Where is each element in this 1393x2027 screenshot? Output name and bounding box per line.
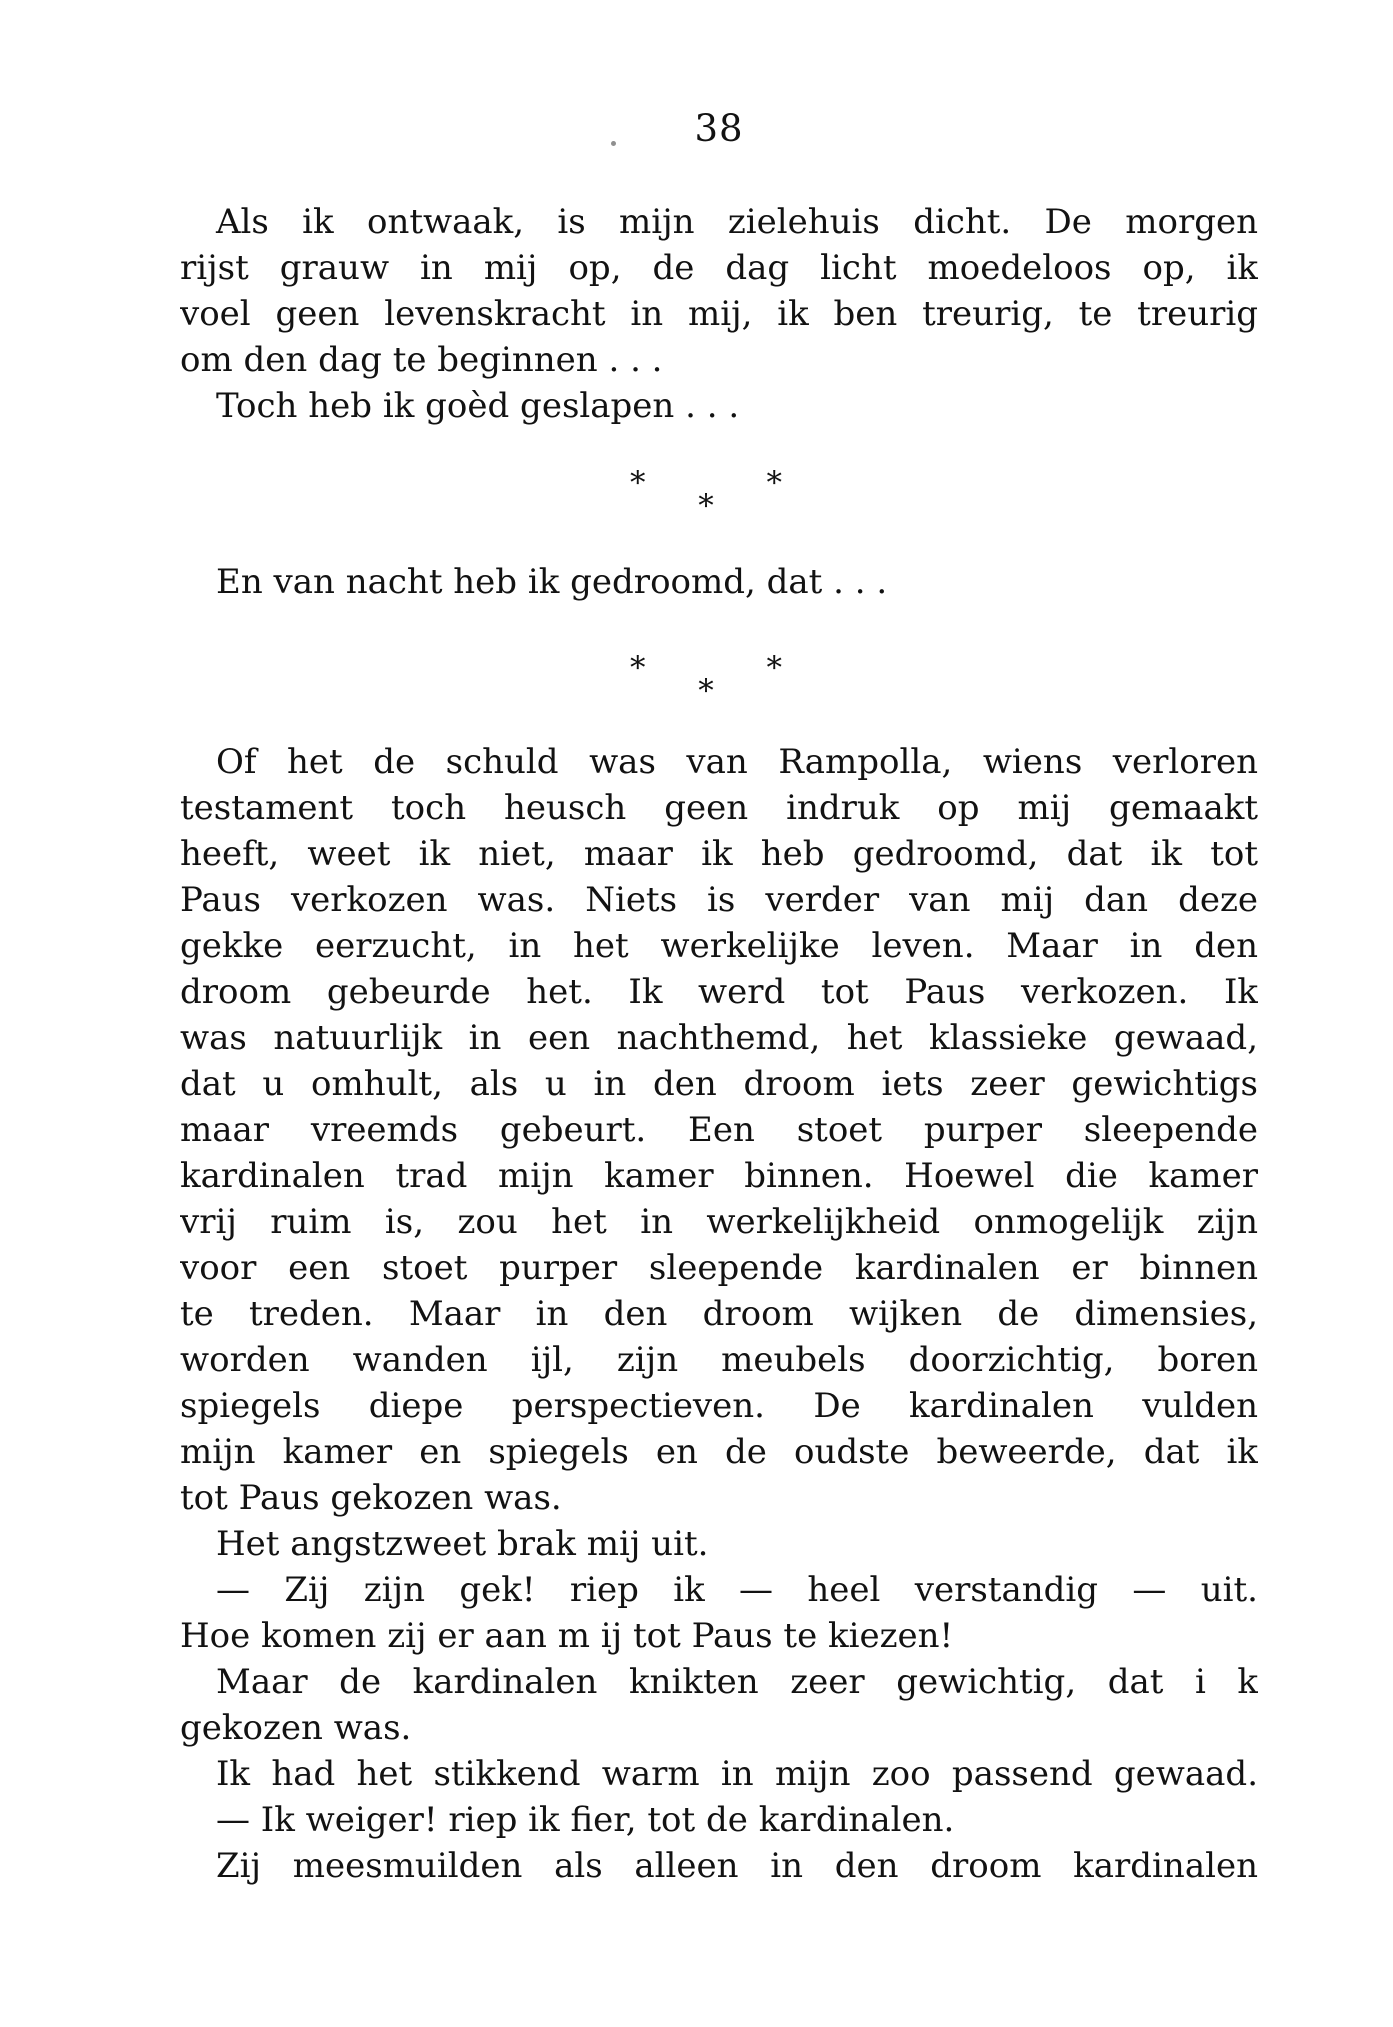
text-line: Als ik ontwaak, is mijn zielehuis dicht. De morgen xyxy=(216,202,1258,242)
text-line: dat u omhult, als u in den droom iets zeer gewichtigs xyxy=(180,1064,1258,1104)
asterisk-icon: * xyxy=(698,673,714,709)
text-line: kardinalen trad mijn kamer binnen. Hoewel die kamer xyxy=(180,1156,1258,1196)
text-line: heeft, weet ik niet, maar ik heb gedroomd, dat ik tot xyxy=(180,834,1258,874)
text-line: Hoe komen zij er aan m ij tot Paus te kiezen! xyxy=(180,1616,954,1656)
paragraph-intro xyxy=(180,199,1258,429)
asterisk-icon: * xyxy=(630,465,646,501)
text-line: mijn kamer en spiegels en de oudste beweerde, dat ik xyxy=(180,1432,1258,1472)
text-line: droom gebeurde het. Ik werd tot Paus verkozen. Ik xyxy=(180,972,1258,1012)
text-line: spiegels diepe perspectieven. De kardinalen vulden xyxy=(180,1386,1258,1426)
text-line: Of het de schuld was van Rampolla, wiens verloren xyxy=(216,742,1258,782)
text-line: gekozen was. xyxy=(180,1708,412,1748)
text-line: om den dag te beginnen . . . xyxy=(180,340,663,380)
text-line: rijst grauw in mij op, de dag licht moedeloos op, ik xyxy=(180,248,1258,288)
text-line: Ik had het stikkend warm in mijn zoo passend gewaad. xyxy=(216,1754,1258,1794)
paragraph-dream xyxy=(180,559,1258,605)
text-line: te treden. Maar in den droom wijken de dimensies, xyxy=(180,1294,1258,1334)
text-line: tot Paus gekozen was. xyxy=(180,1478,562,1518)
paragraph-body xyxy=(180,739,1258,1889)
text-line: maar vreemds gebeurt. Een stoet purper sleepende xyxy=(180,1110,1258,1150)
text-line: Toch heb ik goèd geslapen . . . xyxy=(216,386,740,426)
text-line: was natuurlijk in een nachthemd, het klassieke gewaad, xyxy=(180,1018,1258,1058)
text-line: voor een stoet purper sleepende kardinalen er binnen xyxy=(180,1248,1258,1288)
text-line: En van nacht heb ik gedroomd, dat . . . xyxy=(216,562,888,602)
text-line: vrij ruim is, zou het in werkelijkheid onmogelijk zijn xyxy=(180,1202,1258,1242)
text-line: voel geen levenskracht in mij, ik ben treurig, te treurig xyxy=(180,294,1258,334)
asterisk-icon: * xyxy=(630,650,646,686)
text-line: Paus verkozen was. Niets is verder van mij dan deze xyxy=(180,880,1258,920)
text-line: testament toch heusch geen indruk op mij gemaakt xyxy=(180,788,1258,828)
asterisk-icon: * xyxy=(698,488,714,524)
scan-artifact-dot xyxy=(611,141,616,146)
asterisk-icon: * xyxy=(766,465,782,501)
text-line: — Zij zijn gek! riep ik — heel verstandig — uit. xyxy=(216,1570,1258,1610)
text-line: worden wanden ijl, zijn meubels doorzichtig, boren xyxy=(180,1340,1258,1380)
asterisk-icon: * xyxy=(766,650,782,686)
section-separator xyxy=(630,650,782,709)
text-line: Maar de kardinalen knikten zeer gewichtig, dat i k xyxy=(216,1662,1258,1702)
text-line: Het angstzweet brak mij uit. xyxy=(216,1524,709,1564)
page-number: 38 xyxy=(694,107,744,150)
text-line: Zij meesmuilden als alleen in den droom kardinalen xyxy=(216,1846,1258,1886)
text-line: gekke eerzucht, in het werkelijke leven. Maar in den xyxy=(180,926,1258,966)
text-line: — Ik weiger! riep ik fier, tot de kardinalen. xyxy=(216,1800,955,1840)
section-separator xyxy=(630,465,782,524)
